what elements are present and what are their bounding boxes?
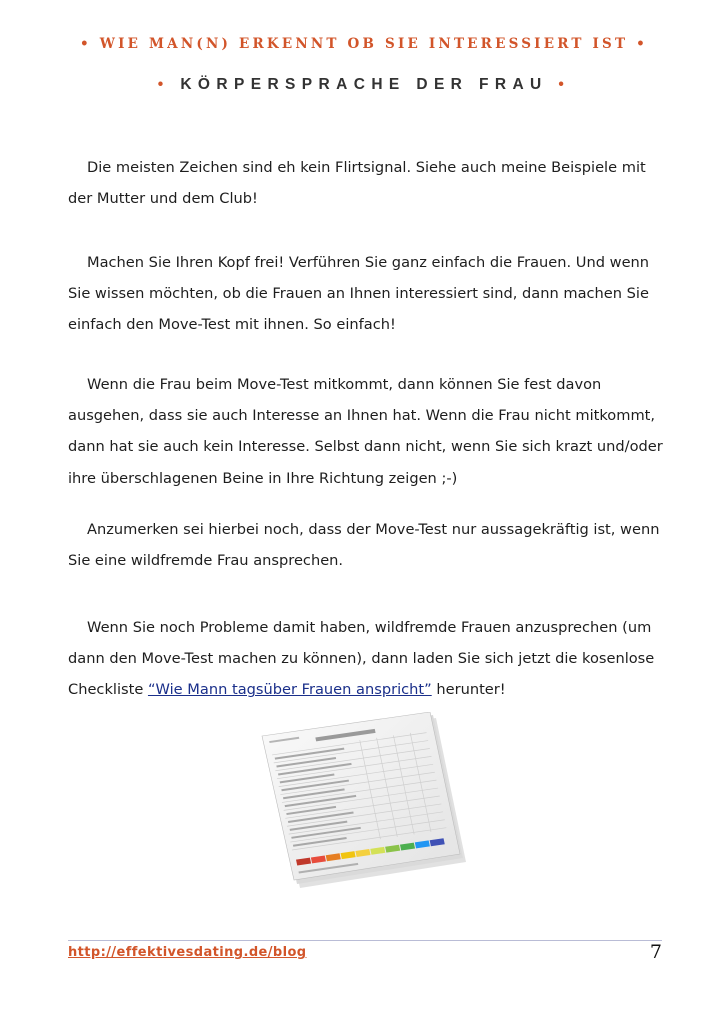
title-bullet-right: •: [558, 76, 571, 93]
paragraph-4: Anzumerken sei hierbei noch, dass der Move-Test nur aussagekräftig ist, wenn Sie eine wildfremde Frau ansprechen.: [68, 521, 660, 570]
footer-divider: [68, 940, 662, 941]
header-bullet-left: •: [80, 36, 92, 52]
chapter-title: [0, 76, 728, 94]
paragraph-5: [68, 612, 668, 706]
checklist-sheet-illustration: [250, 712, 480, 892]
paragraph-2: Machen Sie Ihren Kopf frei! Verführen Sie ganz einfach die Frauen. Und wenn Sie wissen möchten, ob die Frauen an Ihnen interessiert sind, dann machen Sie einfach den Move-Test mit ihnen. So einfach!: [68, 254, 650, 334]
checklist-download-link[interactable]: “Wie Mann tagsüber Frauen anspricht”: [147, 681, 432, 699]
paragraph-5-end: herunter!: [431, 681, 506, 699]
chapter-title-text: KÖRPERSPRACHE DER FRAU: [180, 76, 548, 93]
running-header: [0, 36, 728, 52]
paragraph-5-text: Wenn Sie noch Probleme damit haben, wildfremde Frauen anzusprechen (um dann den Move-Test machen zu können), dann laden Sie sich jetzt die kosenlose Checkliste: [68, 619, 655, 699]
page-number: 7: [649, 941, 662, 963]
header-bullet-right: •: [636, 36, 648, 52]
paragraph-1: Die meisten Zeichen sind eh kein Flirtsignal. Siehe auch meine Beispiele mit der Mutter und dem Club!: [68, 159, 646, 208]
paragraph-3: Wenn die Frau beim Move-Test mitkommt, dann können Sie fest davon ausgehen, dass sie auch Interesse an Ihnen hat. Wenn die Frau nicht mitkommt, dann hat sie auch kein Interesse. Selbst dann nicht, wenn Sie sich krazt und/oder ihre überschlagenen Beine in Ihre Richtung zeigen ;-): [68, 376, 663, 487]
checklist-preview-image: [250, 712, 480, 892]
title-bullet-left: •: [157, 76, 170, 93]
footer-blog-link[interactable]: http://effektivesdating.de/blog: [68, 945, 307, 960]
running-header-text: WIE MAN(N) ERKENNT OB SIE INTERESSIERT IST: [99, 36, 629, 52]
